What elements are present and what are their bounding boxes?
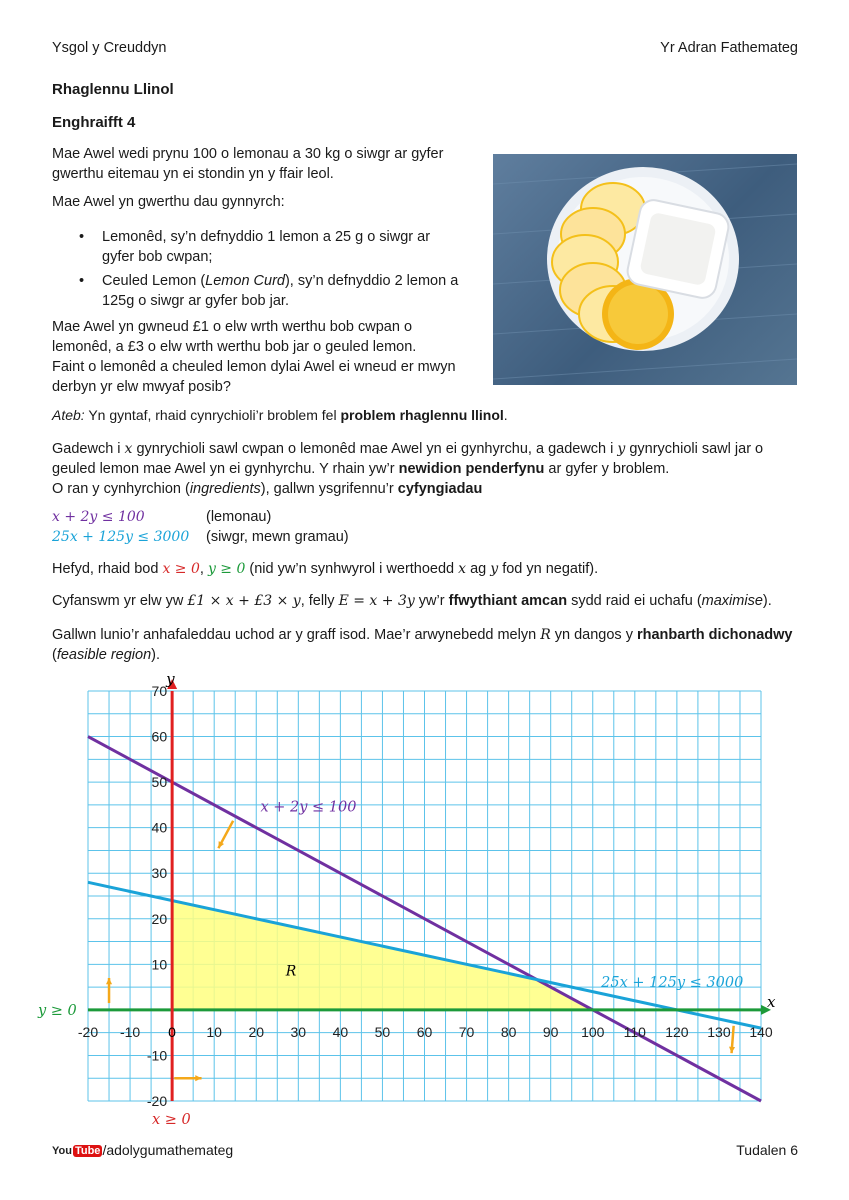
youtube-logo: You Tube	[52, 1145, 101, 1158]
x-axis-label: x	[767, 992, 776, 1011]
page-title: Rhaglennu Llinol	[52, 81, 174, 98]
x-tick-label: 110	[623, 1023, 646, 1040]
x-tick-label: -10	[119, 1023, 141, 1040]
y-nonneg-label: y ≥ 0	[38, 1002, 77, 1019]
y-tick-label: 50	[151, 774, 168, 791]
constraint-sugar: 25x + 125y ≤ 3000	[52, 529, 190, 545]
variables-paragraph: Gadewch i x gynrychioli sawl cwpan o lemonêd mae Awel yn ei gynhyrchu, a gadewch i y gynrychioli sawl jar o geuled lemon mae Awel yn ei gynhyrchu. Y rhain yw’r newidion penderfynu ar gyfer y broblem. O ran y cynhyrchion (ingredients), gallwn ysgrifennu’r cyfyngiadau	[52, 441, 764, 497]
constraint-lemons: x + 2y ≤ 100	[52, 509, 145, 525]
graph-intro: Gallwn lunio’r anhafaleddau uchod ar y graff isod. Mae’r arwynebedd melyn R yn dangos y rhanbarth dichonadwy (feasible region).	[52, 627, 793, 663]
constraint-lemons-note: (lemonau)	[206, 509, 272, 525]
x-tick-label: 120	[665, 1023, 689, 1040]
x-tick-label: -20	[77, 1023, 99, 1040]
x-tick-label: 40	[332, 1023, 349, 1040]
intro-paragraph: Mae Awel wedi prynu 100 o lemonau a 30 kg o siwgr ar gyfer gwerthu eitemau yn ei stondin yn y ffair leol.	[52, 146, 444, 182]
y-axis-label: y	[166, 670, 175, 688]
profit-paragraph: Mae Awel yn gwneud £1 o elw wrth werthu bob cwpan o lemonêd, a £3 o elw wrth werthu bob jar o geuled lemon. Faint o lemonêd a cheuled lemon dylai Awel ei wneud er mwyn derbyn yr elw mwyaf posib?	[52, 319, 456, 395]
header-school: Ysgol y Creuddyn	[52, 40, 167, 56]
sugar-constraint-label: 25x + 125y ≤ 3000	[601, 975, 744, 992]
red-direction-arrow-head	[195, 1075, 201, 1081]
green-direction-arrow-head	[106, 978, 112, 984]
y-tick-label: 10	[151, 956, 168, 973]
answer-line: Ateb: Yn gyntaf, rhaid cynrychioli’r broblem fel problem rhaglennu llinol.	[52, 407, 508, 423]
x-tick-label: 140	[749, 1023, 773, 1040]
page-number: Tudalen 6	[736, 1142, 798, 1158]
region-label: R	[285, 963, 297, 980]
footer-channel	[52, 1142, 233, 1158]
header-department: Yr Adran Fathemateg	[660, 40, 798, 56]
y-tick-label: 20	[151, 910, 168, 927]
example-heading: Enghraifft 4	[52, 114, 136, 131]
channel-link[interactable]: /adolygumathemateg	[102, 1142, 234, 1158]
objective-line: Cyfanswm yr elw yw £1 × x + £3 × y, felly E = x + 3y yw’r ffwythiant amcan sydd raid ei uchafu (maximise).	[52, 593, 772, 609]
y-tick-label: -10	[146, 1047, 168, 1064]
y-tick-label: 40	[151, 819, 168, 836]
y-tick-label: -20	[146, 1093, 168, 1109]
x-tick-label: 100	[581, 1023, 605, 1040]
x-tick-label: 20	[248, 1023, 265, 1040]
y-tick-label: 60	[151, 728, 168, 745]
lemon-constraint-label: x + 2y ≤ 100	[260, 799, 357, 816]
constraint-sugar-note: (siwgr, mewn gramau)	[206, 529, 349, 545]
list-item: • Lemonêd, sy’n defnyddio 1 lemon a 25 g o siwgr ar gyfer bob cwpan;	[52, 227, 472, 267]
x-tick-label: 90	[542, 1023, 559, 1040]
x-tick-label: 80	[500, 1023, 517, 1040]
y-tick-label: 70	[151, 683, 168, 699]
x-tick-label: 70	[458, 1023, 475, 1040]
x-tick-label: 50	[374, 1023, 391, 1040]
list-item: • Ceuled Lemon (Lemon Curd), sy’n defnyddio 2 lemon a 125g o siwgr ar gyfer bob jar.	[52, 271, 472, 311]
x-tick-label: 130	[707, 1023, 731, 1040]
x-tick-label: 60	[416, 1023, 433, 1040]
y-tick-label: 30	[151, 865, 168, 882]
nonnegativity-line: Hefyd, rhaid bod x ≥ 0, y ≥ 0 (nid yw’n synhwyrol i werthoedd x ag y fod yn negatif).	[52, 561, 599, 577]
x-tick-label: 10	[206, 1023, 222, 1040]
products-intro: Mae Awel yn gwerthu dau gynnyrch:	[52, 194, 285, 210]
origin-label: 0	[168, 1023, 176, 1040]
blue-direction-arrow-head	[729, 1047, 735, 1054]
x-nonneg-label: x ≥ 0	[152, 1112, 191, 1128]
x-tick-label: 30	[290, 1023, 307, 1040]
